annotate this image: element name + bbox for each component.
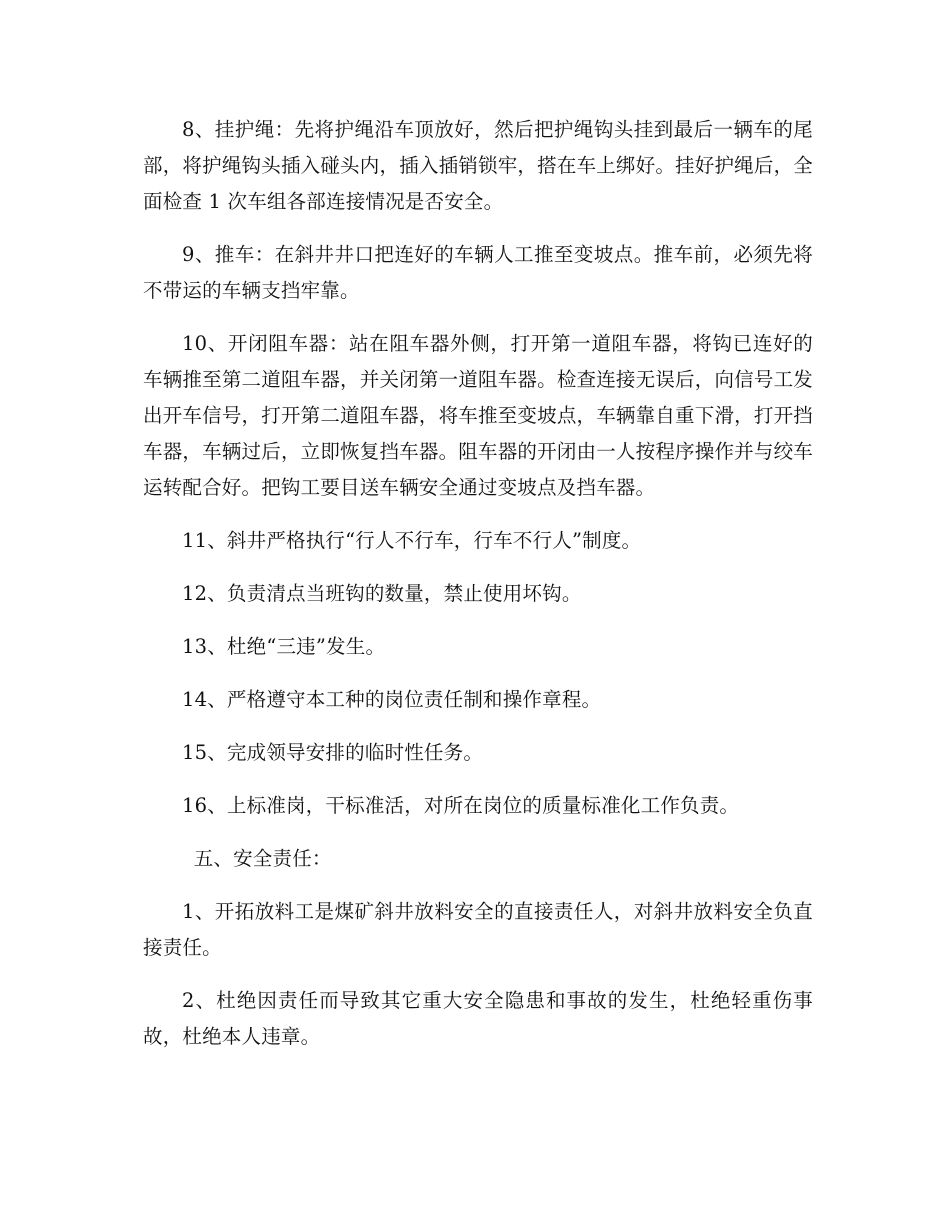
paragraph-item-11: 11、斜井严格执行“行人不行车，行车不行人”制度。: [182, 529, 642, 552]
paragraph-item-8: 8、挂护绳：先将护绳沿车顶放好，然后把护绳钩头挂到最后一辆车的尾部，将护绳钩头插入碰头内，插入插销锁牢，搭在车上绑好。挂好护绳后，全面检查 1 次车组各部连接情况是否安全。: [143, 118, 813, 213]
section-heading-safety-responsibility: 五、安全责任：: [193, 847, 332, 870]
document-body: [143, 112, 813, 1055]
paragraph-item-16: 16、上标准岗，干标准活，对所在岗位的质量标准化工作负责。: [182, 794, 740, 817]
paragraph-item-15: 15、完成领导安排的临时性任务。: [182, 741, 484, 764]
paragraph-item-12: 12、负责清点当班钩的数量，禁止使用坏钩。: [182, 582, 582, 605]
responsibility-item-2: 2、杜绝因责任而导致其它重大安全隐患和事故的发生，杜绝轻重伤事故，杜绝本人违章。: [143, 989, 813, 1048]
paragraph-item-14: 14、严格遵守本工种的岗位责任制和操作章程。: [182, 688, 602, 711]
paragraph-item-13: 13、杜绝“三违”发生。: [182, 635, 386, 658]
paragraph-item-9: 9、推车：在斜井井口把连好的车辆人工推至变坡点。推车前，必须先将不带运的车辆支挡牢靠。: [143, 243, 813, 302]
responsibility-item-1: 1、开拓放料工是煤矿斜井放料安全的直接责任人，对斜井放料安全负直接责任。: [143, 900, 813, 959]
paragraph-item-10: 10、开闭阻车器：站在阻车器外侧，打开第一道阻车器，将钩已连好的车辆推至第二道阻车器，并关闭第一道阻车器。检查连接无误后，向信号工发出开车信号，打开第二道阻车器，将车推至变坡点，车辆靠自重下滑，打开挡车器，车辆过后，立即恢复挡车器。阻车器的开闭由一人按程序操作并与绞车运转配合好。把钩工要目送车辆安全通过变坡点及挡车器。: [143, 332, 813, 499]
